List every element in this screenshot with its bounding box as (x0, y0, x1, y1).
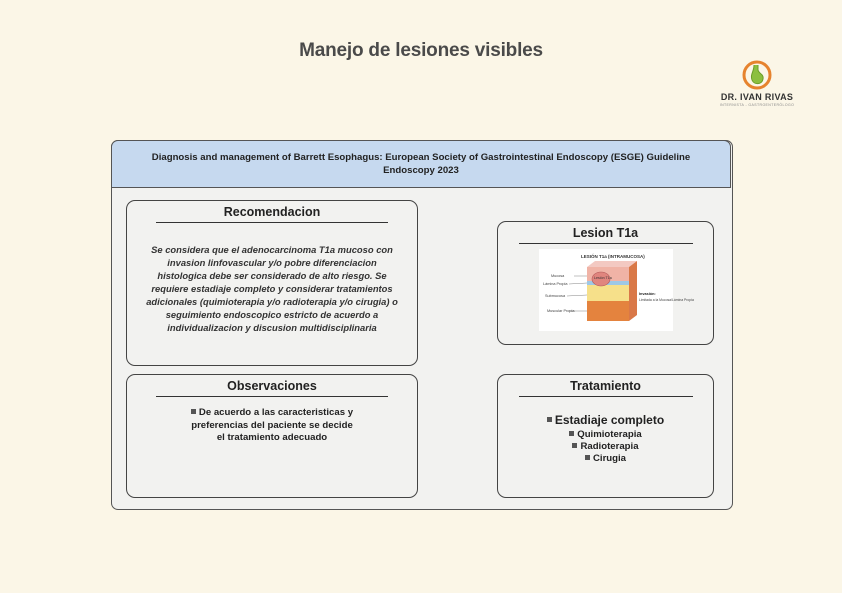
bullet-icon (572, 443, 577, 448)
bullet-icon (569, 431, 574, 436)
tratamiento-card (497, 374, 714, 498)
diagram-invasion-text: Limitada a la Mucosa/Lámina Propia (639, 298, 694, 302)
logo-name: DR. IVAN RIVAS (720, 92, 794, 102)
diagram-tumor-label: Lesión T1a (594, 276, 612, 280)
guideline-header: Diagnosis and management of Barrett Esophagus: European Society of Gastrointestinal Endoscopy (ESGE) Guideline Endoscopy 2023 (111, 140, 731, 188)
observaciones-card (126, 374, 418, 498)
logo (712, 60, 802, 107)
tratamiento-item: Cirugia (498, 453, 713, 465)
lesion-title: Lesion T1a (519, 226, 693, 244)
page-title: Manejo de lesiones visibles (299, 40, 543, 61)
tratamiento-item: Radioterapia (498, 441, 713, 453)
stomach-logo-icon (742, 60, 772, 90)
bullet-icon (547, 417, 552, 422)
diagram-layer-mucosa: Mucosa (551, 274, 565, 278)
main-panel (111, 140, 733, 510)
recomendacion-card (126, 200, 418, 366)
recomendacion-title: Recomendacion (156, 205, 388, 223)
recomendacion-text: Se considera que el adenocarcinoma T1a mucoso con invasion linfovascular y/o pobre diferenciacion histologica debe ser considerado de alto riesgo. Se requiere estadiaje completo y considerar tratamientos adicionales (quimioterapia y/o radioterapia y/o cirugia) o seguimiento endoscopico estricto de acuerdo a individualizacion y discusion multidisciplinaria (146, 244, 398, 333)
lesion-t1a-diagram (539, 249, 694, 331)
diagram-caption: LESIÓN T1a (INTRAMUCOSA) (581, 254, 645, 259)
lesion-card (497, 221, 714, 345)
tratamiento-title: Tratamiento (519, 379, 693, 397)
bullet-icon (191, 409, 196, 414)
tratamiento-main-label: Estadiaje completo (554, 413, 665, 427)
logo-subtitle: INTERNISTA - GASTROENTERÓLOGO (719, 103, 795, 107)
diagram-layer-lamina: Lámina Propia (543, 282, 568, 286)
tratamiento-main (498, 413, 713, 427)
diagram-layer-muscular: Muscular Propia (547, 309, 575, 313)
observaciones-title: Observaciones (156, 379, 388, 397)
diagram-layer-submucosa: Submucosa (545, 294, 566, 298)
lesion-diagram-svg (539, 249, 694, 331)
diagram-invasion-title: Invasión: (639, 292, 656, 296)
tratamiento-item: Quimioterapia (498, 429, 713, 441)
bullet-icon (585, 455, 590, 460)
observaciones-text: De acuerdo a las caracteristicas y preferencias del paciente se decide el tratamiento adecuado (191, 407, 354, 443)
observaciones-list (187, 407, 357, 445)
